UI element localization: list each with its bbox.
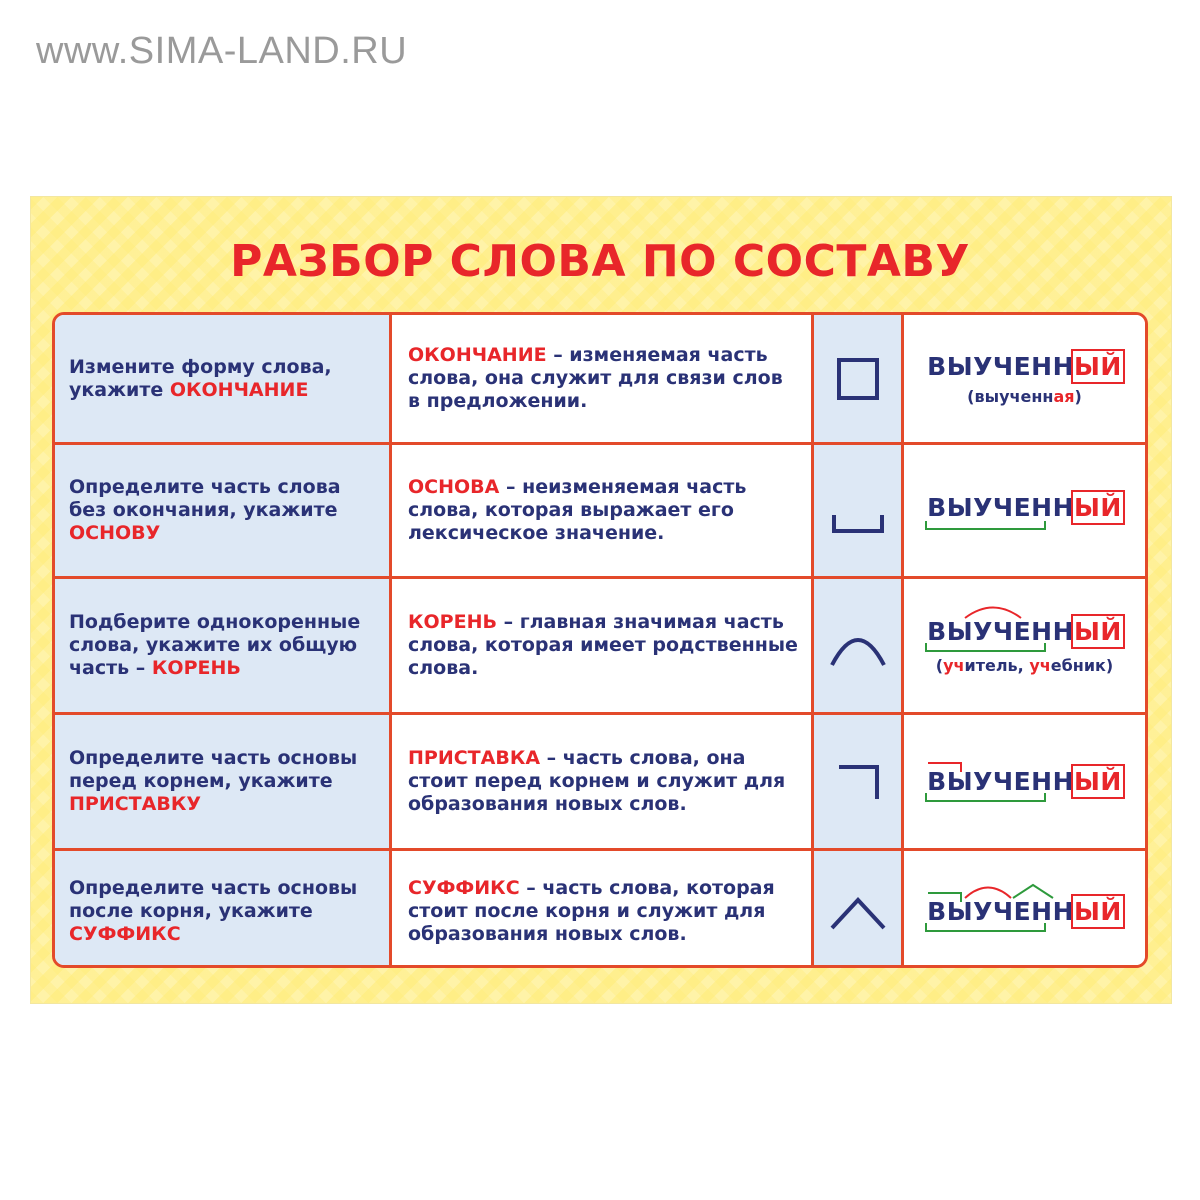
task-text: Определите часть основы перед корнем, укажите ПРИСТАВКУ [69, 747, 358, 815]
example-cell [904, 851, 1145, 968]
table-row-stem [55, 445, 1145, 579]
example-word: ВЫУЧЕННЫЙ [927, 767, 1122, 796]
symbol-cell [814, 579, 904, 712]
ending-part: ЫЙ [1074, 493, 1122, 522]
suffix-caret-mark [1011, 883, 1055, 899]
stem-underline-mark [925, 922, 1085, 934]
definition-text: СУФФИКС – часть слова, которая стоит после корня и служит для образования новых слов. [408, 876, 775, 945]
ending-part: ЫЙ [1074, 896, 1122, 926]
symbol-cell [814, 315, 904, 442]
definition-text: ОСНОВА – неизменяемая часть слова, которая выражает его лексическое значение. [408, 476, 747, 544]
symbol-cell [814, 715, 904, 848]
table-row-prefix [55, 715, 1145, 851]
prefix-corner-mark [927, 761, 967, 773]
example-note: (учитель, учебник) [935, 655, 1114, 675]
definition-text: ПРИСТАВКА – часть слова, она стоит перед корнем и служит для образования новых слов. [408, 747, 786, 815]
definition-cell [392, 579, 814, 712]
definition-text: КОРЕНЬ – главная значимая часть слова, которая имеет родственные слова. [408, 611, 798, 679]
task-text: Определите часть основы после корня, укажите СУФФИКС [69, 876, 358, 945]
task-cell [55, 851, 392, 968]
task-cell [55, 579, 392, 712]
task-text: Измените форму слова, укажите ОКОНЧАНИЕ [69, 355, 332, 401]
site-watermark: www.SIMA-LAND.RU [36, 30, 408, 72]
suffix-caret-icon [826, 886, 890, 936]
example-note: (выученная) [967, 386, 1082, 406]
stem-underline-mark [925, 642, 1085, 654]
ending-part: ЫЙ [1074, 351, 1122, 381]
morphemes-table [52, 312, 1148, 968]
table-row-ending [55, 315, 1145, 445]
example-word: ВЫУЧЕННЫЙ [927, 493, 1122, 528]
prefix-corner-icon [833, 757, 883, 807]
task-text: Определите часть слова без окончания, укажите ОСНОВУ [69, 476, 341, 544]
root-arc-mark [963, 603, 1023, 619]
poster-title: РАЗБОР СЛОВА ПО СОСТАВУ [230, 236, 970, 287]
table-row-suffix [55, 851, 1145, 968]
ending-part: ЫЙ [1074, 767, 1122, 796]
task-cell [55, 445, 392, 576]
example-cell [904, 445, 1145, 576]
task-cell [55, 315, 392, 442]
stem-bracket-icon [828, 481, 888, 541]
table-row-root [55, 579, 1145, 715]
definition-cell [392, 315, 814, 442]
definition-cell [392, 445, 814, 576]
definition-cell [392, 715, 814, 848]
definition-cell [392, 851, 814, 968]
ending-part: ЫЙ [1074, 616, 1122, 646]
example-cell [904, 715, 1145, 848]
task-cell [55, 715, 392, 848]
example-cell [904, 315, 1145, 442]
example-word: ВЫУЧЕННЫЙ [927, 617, 1122, 646]
root-arc-icon [826, 621, 890, 671]
ending-box-icon [833, 354, 883, 404]
symbol-cell [814, 851, 904, 968]
stem-underline-mark [925, 792, 1085, 804]
root-arc-mark [963, 883, 1013, 899]
example-word: ВЫУЧЕННЫЙ [927, 897, 1122, 926]
definition-text: ОКОНЧАНИЕ – изменяемая часть слова, она служит для связи слов в предложении. [408, 344, 783, 412]
example-cell [904, 579, 1145, 712]
prefix-corner-mark [927, 891, 967, 903]
symbol-cell [814, 445, 904, 576]
task-text: Подберите однокоренные слова, укажите их общую часть – КОРЕНЬ [69, 611, 361, 679]
example-word: ВЫУЧЕННЫЙ [927, 351, 1122, 381]
stem-underline-mark [925, 520, 1085, 532]
